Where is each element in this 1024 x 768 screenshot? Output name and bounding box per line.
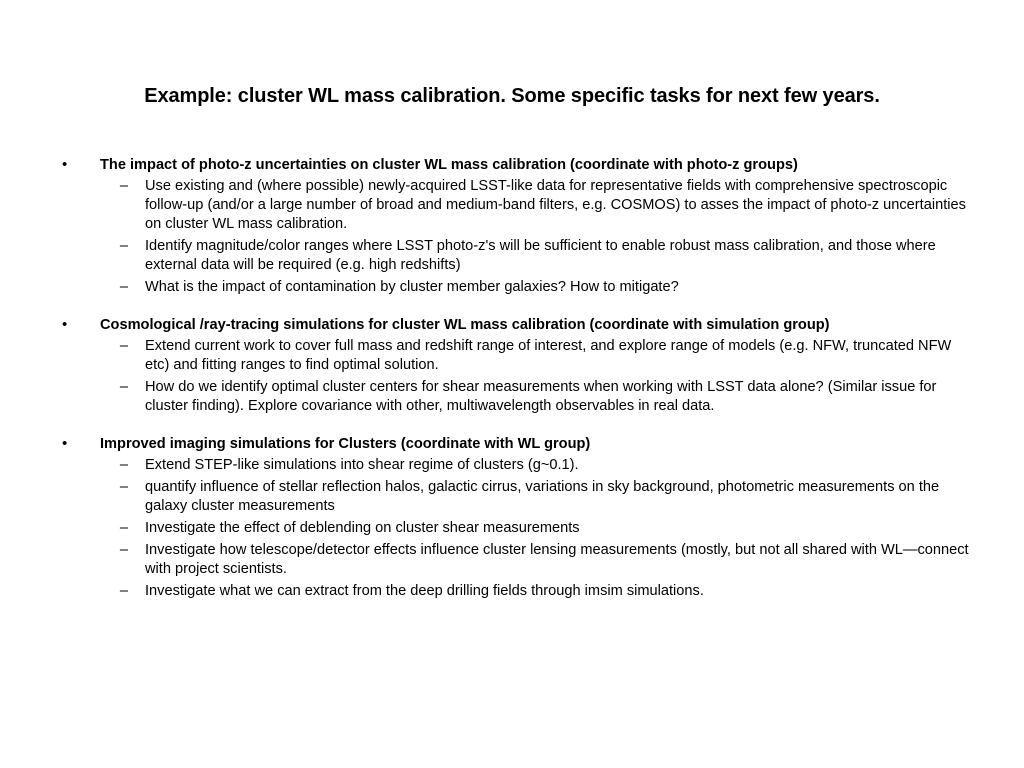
dash-icon: – [119,583,128,599]
slide-content [60,155,970,619]
list-item-text: Extend current work to cover full mass and redshift range of interest, and explore range of models (e.g. NFW, truncated NFW etc) and fitting ranges to find optimal solution. [145,338,952,373]
dash-icon: – [119,178,128,194]
list-item [60,582,970,601]
dash-icon: – [119,338,128,354]
section-imaging [60,434,970,601]
list-item-text: quantify influence of stellar reflection halos, galactic cirrus, variations in sky background, photometric measurements on the galaxy cluster measurements [145,479,940,514]
section-photo-z [60,155,970,297]
list-item [60,278,970,297]
sub-list [60,456,970,601]
dash-icon: – [119,520,128,536]
list-item [60,519,970,538]
list-item-text: Identify magnitude/color ranges where LSST photo-z's will be sufficient to enable robust mass calibration, and those where external data will be required (e.g. high redshifts) [145,238,936,273]
dash-icon: – [119,542,128,558]
list-item [60,237,970,275]
list-item [60,177,970,234]
list-item [60,337,970,375]
list-item-text: Investigate what we can extract from the deep drilling fields through imsim simulations. [145,583,704,599]
slide-title: Example: cluster WL mass calibration. Some specific tasks for next few years. [144,85,880,107]
list-item-text: Use existing and (where possible) newly-acquired LSST-like data for representative fields with comprehensive spectroscopic follow-up (and/or a large number of broad and medium-band filters, e.g. COSMOS) to asses the impact of photo-z uncertainties on cluster WL mass calibration. [145,178,966,232]
list-item [60,378,970,416]
section-heading: The impact of photo-z uncertainties on cluster WL mass calibration (coordinate with photo-z groups) [100,157,798,173]
list-item-text: Investigate the effect of deblending on cluster shear measurements [145,520,580,536]
dash-icon: – [119,379,128,395]
list-item-text: Extend STEP-like simulations into shear regime of clusters (g~0.1). [145,457,579,473]
bullet-row [60,434,970,454]
section-simulations [60,315,970,416]
bullet-icon: • [62,156,68,173]
list-item-text: How do we identify optimal cluster centers for shear measurements when working with LSST data alone? (Similar issue for cluster finding). Explore covariance with other, multiwavelength observables in real data. [145,379,937,414]
bullet-row [60,315,970,335]
list-item [60,541,970,579]
section-heading: Cosmological /ray-tracing simulations for cluster WL mass calibration (coordinate with simulation group) [100,317,830,333]
list-item [60,478,970,516]
section-heading: Improved imaging simulations for Clusters (coordinate with WL group) [100,436,591,452]
list-item-text: Investigate how telescope/detector effects influence cluster lensing measurements (mostly, but not all shared with WL—connect with project scientists. [145,542,969,577]
bullet-icon: • [62,435,68,452]
bullet-row [60,155,970,175]
dash-icon: – [119,279,128,295]
bullet-icon: • [62,316,68,333]
sub-list [60,337,970,416]
list-item [60,456,970,475]
list-item-text: What is the impact of contamination by cluster member galaxies? How to mitigate? [145,279,679,295]
dash-icon: – [119,238,128,254]
dash-icon: – [119,457,128,473]
dash-icon: – [119,479,128,495]
sub-list [60,177,970,297]
